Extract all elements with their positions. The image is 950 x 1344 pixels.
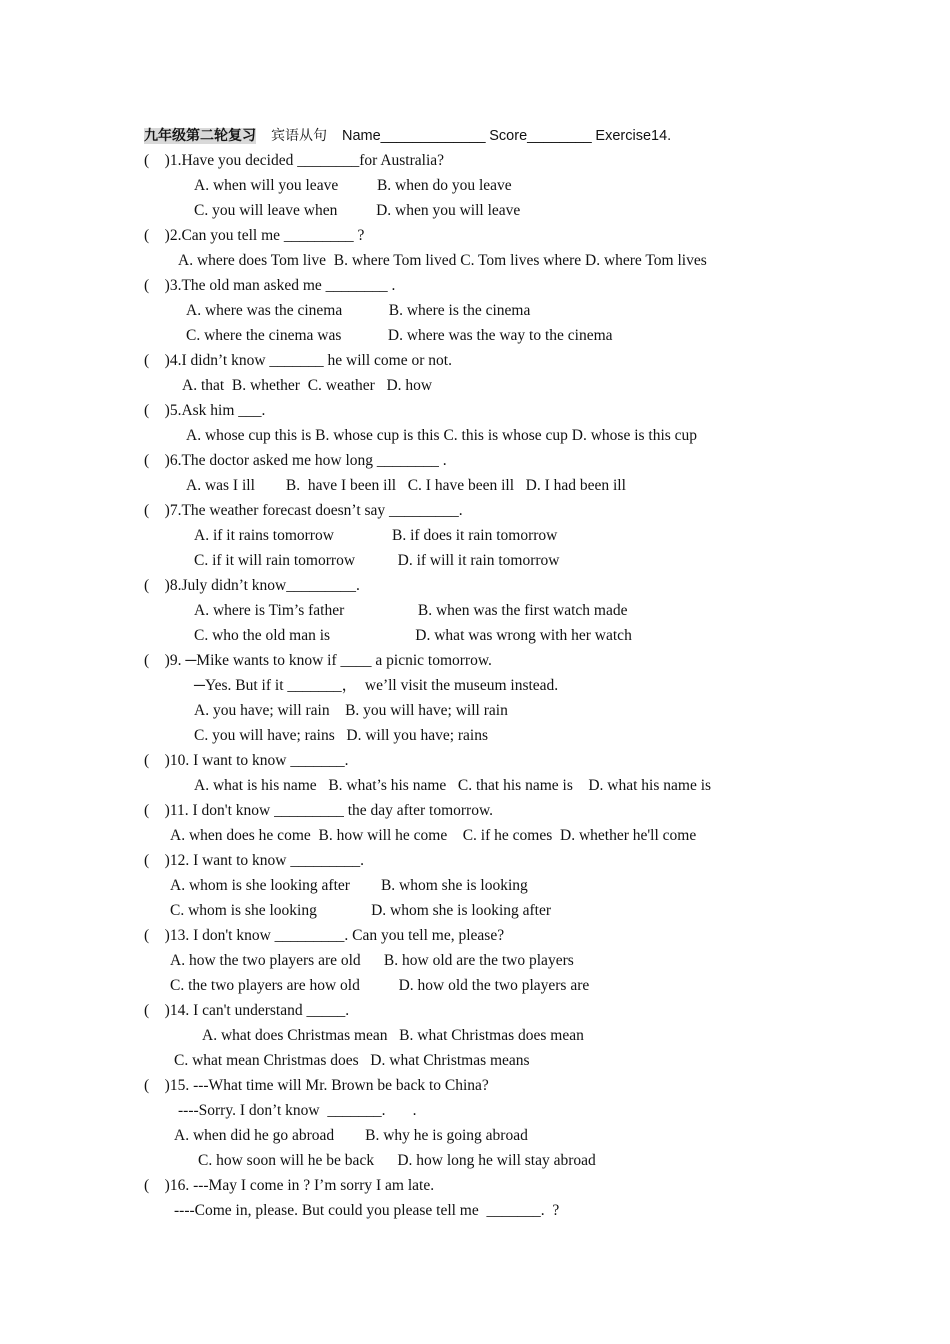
question-8: ( )8.July didn’t know_________.: [144, 577, 360, 594]
question-9-reply: ─Yes. But if it _______， we’ll visit the museum instead.: [194, 677, 559, 694]
question-6: ( )6.The doctor asked me how long ________ .: [144, 452, 447, 469]
question-3-options-ab: A. where was the cinema B. where is the cinema: [186, 302, 531, 319]
question-15-options-ab: A. when did he go abroad B. why he is going abroad: [174, 1127, 528, 1144]
question-7: ( )7.The weather forecast doesn’t say _________.: [144, 502, 463, 519]
question-16: ( )16. ---May I come in ? I’m sorry I am late.: [144, 1177, 435, 1194]
question-12: ( )12. I want to know _________.: [144, 852, 364, 869]
question-9-options-ab: A. you have; will rain B. you will have; will rain: [194, 702, 508, 719]
question-7-options-ab: A. if it rains tomorrow B. if does it rain tomorrow: [194, 527, 558, 544]
exercise-label: Exercise14.: [595, 128, 672, 144]
question-8-options-ab: A. where is Tim’s father B. when was the first watch made: [194, 602, 628, 619]
question-15-options-cd: C. how soon will he be back D. how long he will stay abroad: [198, 1152, 596, 1169]
question-3-options-cd: C. where the cinema was D. where was the way to the cinema: [186, 327, 613, 344]
question-12-options-cd: C. whom is she looking D. whom she is looking after: [170, 902, 552, 919]
question-10: ( )10. I want to know _______.: [144, 752, 349, 769]
question-16-reply: ----Come in, please. But could you please tell me _______. ?: [174, 1202, 560, 1219]
question-9: ( )9. ─Mike wants to know if ____ a picnic tomorrow.: [144, 652, 492, 669]
question-14: ( )14. I can't understand _____.: [144, 1002, 350, 1019]
worksheet-header: [144, 126, 671, 146]
question-13-options-ab: A. how the two players are old B. how old are the two players: [170, 952, 574, 969]
question-3: ( )3.The old man asked me ________ .: [144, 277, 396, 294]
question-15-reply: ----Sorry. I don’t know _______. .: [178, 1102, 417, 1119]
question-5-options: A. whose cup this is B. whose cup is this C. this is whose cup D. whose is this cup: [186, 427, 698, 444]
question-1-options-cd: C. you will leave when D. when you will leave: [194, 202, 521, 219]
question-11: ( )11. I don't know _________ the day after tomorrow.: [144, 802, 494, 819]
question-9-options-cd: C. you will have; rains D. will you have; rains: [194, 727, 489, 744]
question-4-options: A. that B. whether C. weather D. how: [182, 377, 433, 394]
question-7-options-cd: C. if it will rain tomorrow D. if will it rain tomorrow: [194, 552, 560, 569]
question-1: ( )1.Have you decided ________for Australia?: [144, 152, 445, 169]
question-12-options-ab: A. whom is she looking after B. whom she is looking: [170, 877, 528, 894]
question-15: ( )15. ---What time will Mr. Brown be back to China?: [144, 1077, 489, 1094]
name-field: Name_____________: [342, 128, 486, 144]
question-13: ( )13. I don't know _________. Can you tell me, please?: [144, 927, 505, 944]
topic-label: 宾语从句: [271, 128, 327, 144]
question-2: ( )2.Can you tell me _________ ?: [144, 227, 365, 244]
question-13-options-cd: C. the two players are how old D. how old the two players are: [170, 977, 590, 994]
question-4: ( )4.I didn’t know _______ he will come or not.: [144, 352, 452, 369]
question-8-options-cd: C. who the old man is D. what was wrong with her watch: [194, 627, 632, 644]
score-field: Score________: [489, 128, 592, 144]
question-10-options: A. what is his name B. what’s his name C. that his name is D. what his name is: [194, 777, 712, 794]
question-6-options: A. was I ill B. have I been ill C. I have been ill D. I had been ill: [186, 477, 626, 494]
question-1-options-ab: A. when will you leave B. when do you leave: [194, 177, 512, 194]
question-14-options-cd: C. what mean Christmas does D. what Christmas means: [174, 1052, 530, 1069]
question-14-options-ab: A. what does Christmas mean B. what Christmas does mean: [202, 1027, 584, 1044]
question-11-options: A. when does he come B. how will he come C. if he comes D. whether he'll come: [170, 827, 697, 844]
question-5: ( )5.Ask him ___.: [144, 402, 266, 419]
grade-review-title: 九年级第二轮复习: [144, 128, 256, 144]
question-2-options: A. where does Tom live B. where Tom lived C. Tom lives where D. where Tom lives: [178, 252, 707, 269]
